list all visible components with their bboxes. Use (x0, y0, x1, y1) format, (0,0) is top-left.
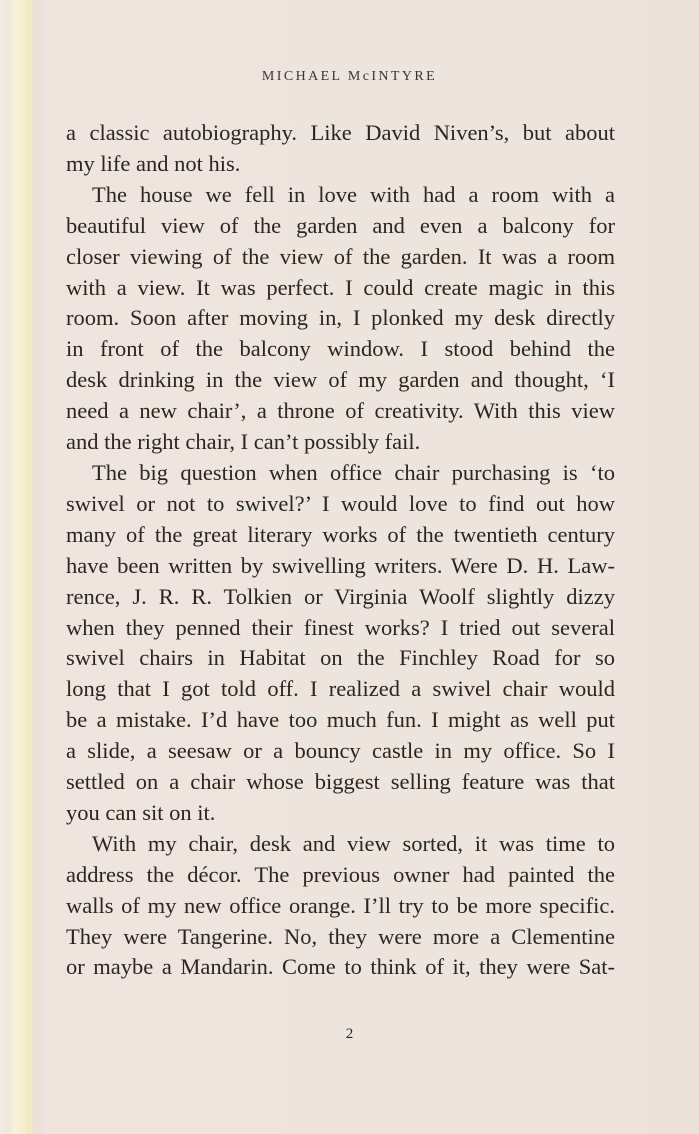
text-line: need a new chair’, a throne of creativity. With this view (66, 398, 615, 424)
text-line: my life and not his. (66, 150, 241, 176)
page-spine-edge (0, 0, 44, 1134)
text-line: swivel or not to swivel?’ I would love to find out how (66, 490, 615, 516)
text-line: a classic autobiography. Like David Niven’s, but about (66, 120, 615, 145)
text-line: or maybe a Mandarin. Come to think of it, they were Sat- (66, 954, 615, 980)
text-line: swivel chairs in Habitat on the Finchley Road for so (66, 645, 615, 671)
text-line: walls of my new office orange. I’ll try to be more specific. (66, 892, 615, 918)
text-line: when they penned their finest works? I tried out several (66, 614, 615, 640)
text-line: They were Tangerine. No, they were more a Clementine (66, 923, 615, 949)
text-line: in front of the balcony window. I stood behind the (66, 336, 615, 362)
text-line: a slide, a seesaw or a bouncy castle in my office. So I (66, 738, 615, 764)
text-line: many of the great literary works of the twentieth century (66, 521, 615, 547)
text-line: have been written by swivelling writers. Were D. H. Law- (66, 552, 615, 578)
text-line: you can sit on it. (66, 799, 216, 825)
text-line: rence, J. R. R. Tolkien or Virginia Woolf slightly dizzy (66, 583, 615, 609)
text-line: beautiful view of the garden and even a balcony for (66, 212, 615, 238)
text-line: room. Soon after moving in, I plonked my desk directly (66, 305, 615, 331)
text-line: With my chair, desk and view sorted, it was time to (92, 830, 615, 856)
text-line: desk drinking in the view of my garden and thought, ‘I (66, 367, 615, 393)
text-line: with a view. It was perfect. I could create magic in this (66, 274, 615, 300)
text-line: and the right chair, I can’t possibly fail. (66, 429, 421, 455)
text-line: address the décor. The previous owner had painted the (66, 861, 615, 887)
text-line: closer viewing of the view of the garden. It was a room (66, 243, 615, 269)
text-line: be a mistake. I’d have too much fun. I might as well put (66, 707, 615, 733)
page-number: 2 (345, 1026, 354, 1042)
spine-crease (30, 0, 32, 1134)
text-line: settled on a chair whose biggest selling feature was that (66, 769, 615, 795)
text-line: long that I got told off. I realized a swivel chair would (66, 676, 615, 702)
text-line: The house we fell in love with had a room with a (92, 181, 615, 207)
text-line: The big question when office chair purchasing is ‘to (92, 459, 615, 485)
body-text (66, 118, 615, 983)
running-head: MICHAEL McINTYRE (261, 69, 438, 84)
